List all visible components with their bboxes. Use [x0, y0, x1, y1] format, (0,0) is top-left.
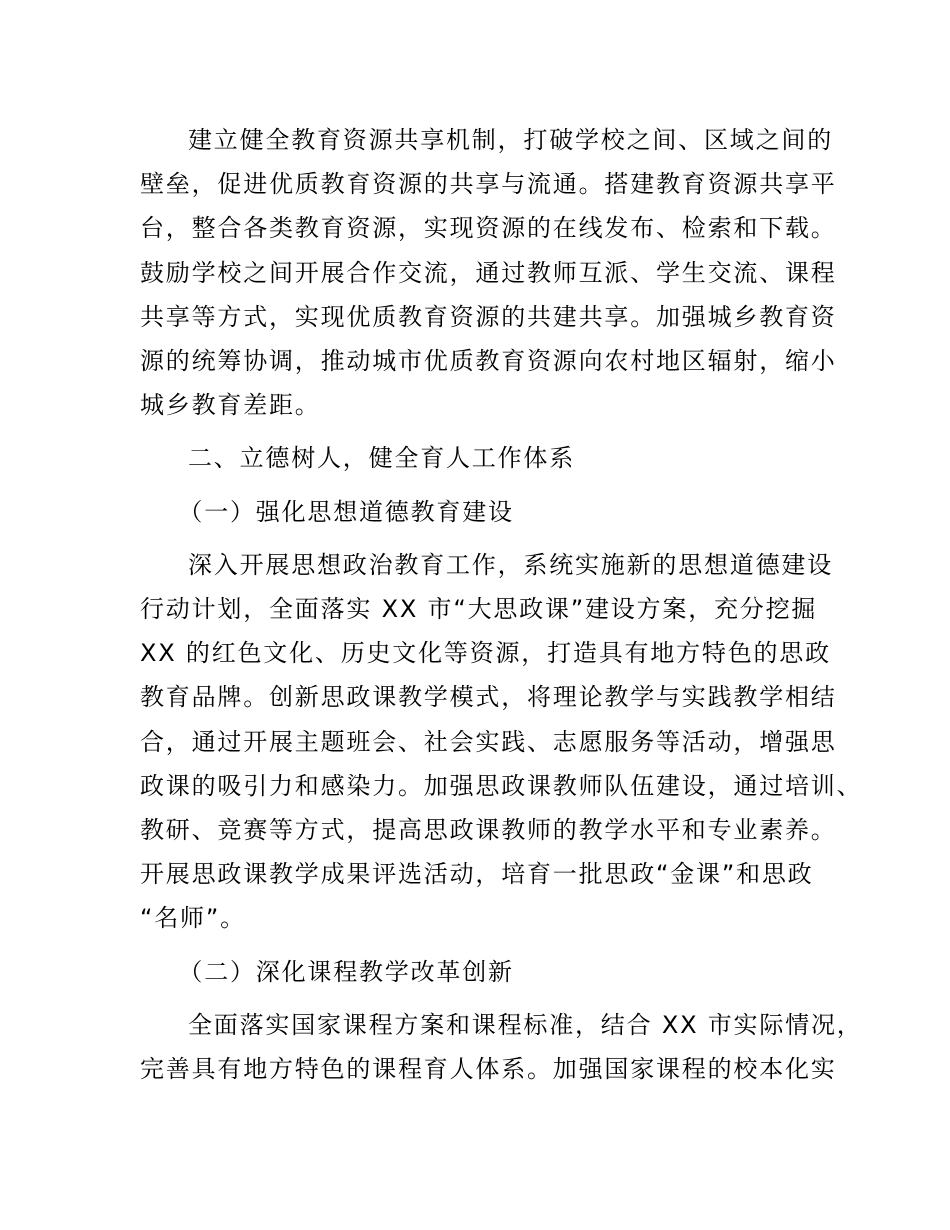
paragraph-resource-sharing [140, 118, 837, 427]
paragraph-gap [140, 941, 812, 950]
document-body [140, 118, 863, 1091]
text-line: 行动计划，全面落实 XX 市“大思政课”建设方案，充分挖掘 [140, 595, 818, 624]
text-line: 教研、竞赛等方式，提高思政课教师的教学水平和专业素养。 [140, 816, 837, 845]
text-line: 台，整合各类教育资源，实现资源的在线发布、检索和下载。 [140, 214, 837, 243]
text-line: 教育品牌。创新思政课教学模式，将理论教学与实践教学相结 [140, 683, 837, 712]
text-line: 全面落实国家课程方案和课程标准，结合 XX 市实际情况， [188, 1010, 863, 1039]
text-line: 开展思政课教学成果评选活动，培育一批思政“金课”和思政 [140, 860, 814, 889]
text-line: 建立健全教育资源共享机制，打破学校之间、区域之间的 [188, 126, 833, 154]
section-heading: 二、立德树人，健全育人工作体系 [188, 444, 575, 473]
text-line: “名师”。 [140, 904, 246, 933]
paragraph-gap [140, 534, 812, 543]
paragraph-moral-education [140, 543, 863, 941]
text-line: 鼓励学校之间开展合作交流，通过教师互派、学生交流、课程 [140, 258, 837, 287]
text-line: 政课的吸引力和感染力。加强思政课教师队伍建设，通过培训、 [140, 771, 863, 800]
subsection-heading-1: （一）强化思想道德教育建设 [178, 497, 514, 526]
text-line: 源的统筹协调，推动城市优质教育资源向农村地区辐射，缩小 [140, 347, 837, 376]
text-line: 完善具有地方特色的课程育人体系。加强国家课程的校本化实 [140, 1055, 837, 1084]
subsection-heading-2: （二）深化课程教学改革创新 [178, 957, 514, 986]
paragraph-gap [140, 481, 812, 490]
paragraph-curriculum-reform [140, 1003, 863, 1091]
text-line: XX 的红色文化、历史文化等资源，打造具有地方特色的思政 [140, 639, 831, 668]
text-line: 共享等方式，实现优质教育资源的共建共享。加强城乡教育资 [140, 302, 837, 331]
text-line: 城乡教育差距。 [140, 391, 321, 420]
text-line: 壁垒，促进优质教育资源的共享与流通。搭建教育资源共享平 [140, 170, 837, 199]
text-line: 深入开展思想政治教育工作，系统实施新的思想道德建设 [188, 550, 833, 579]
paragraph-gap [140, 427, 812, 436]
text-line: 合，通过开展主题班会、社会实践、志愿服务等活动，增强思 [140, 727, 837, 756]
paragraph-gap [140, 994, 812, 1003]
